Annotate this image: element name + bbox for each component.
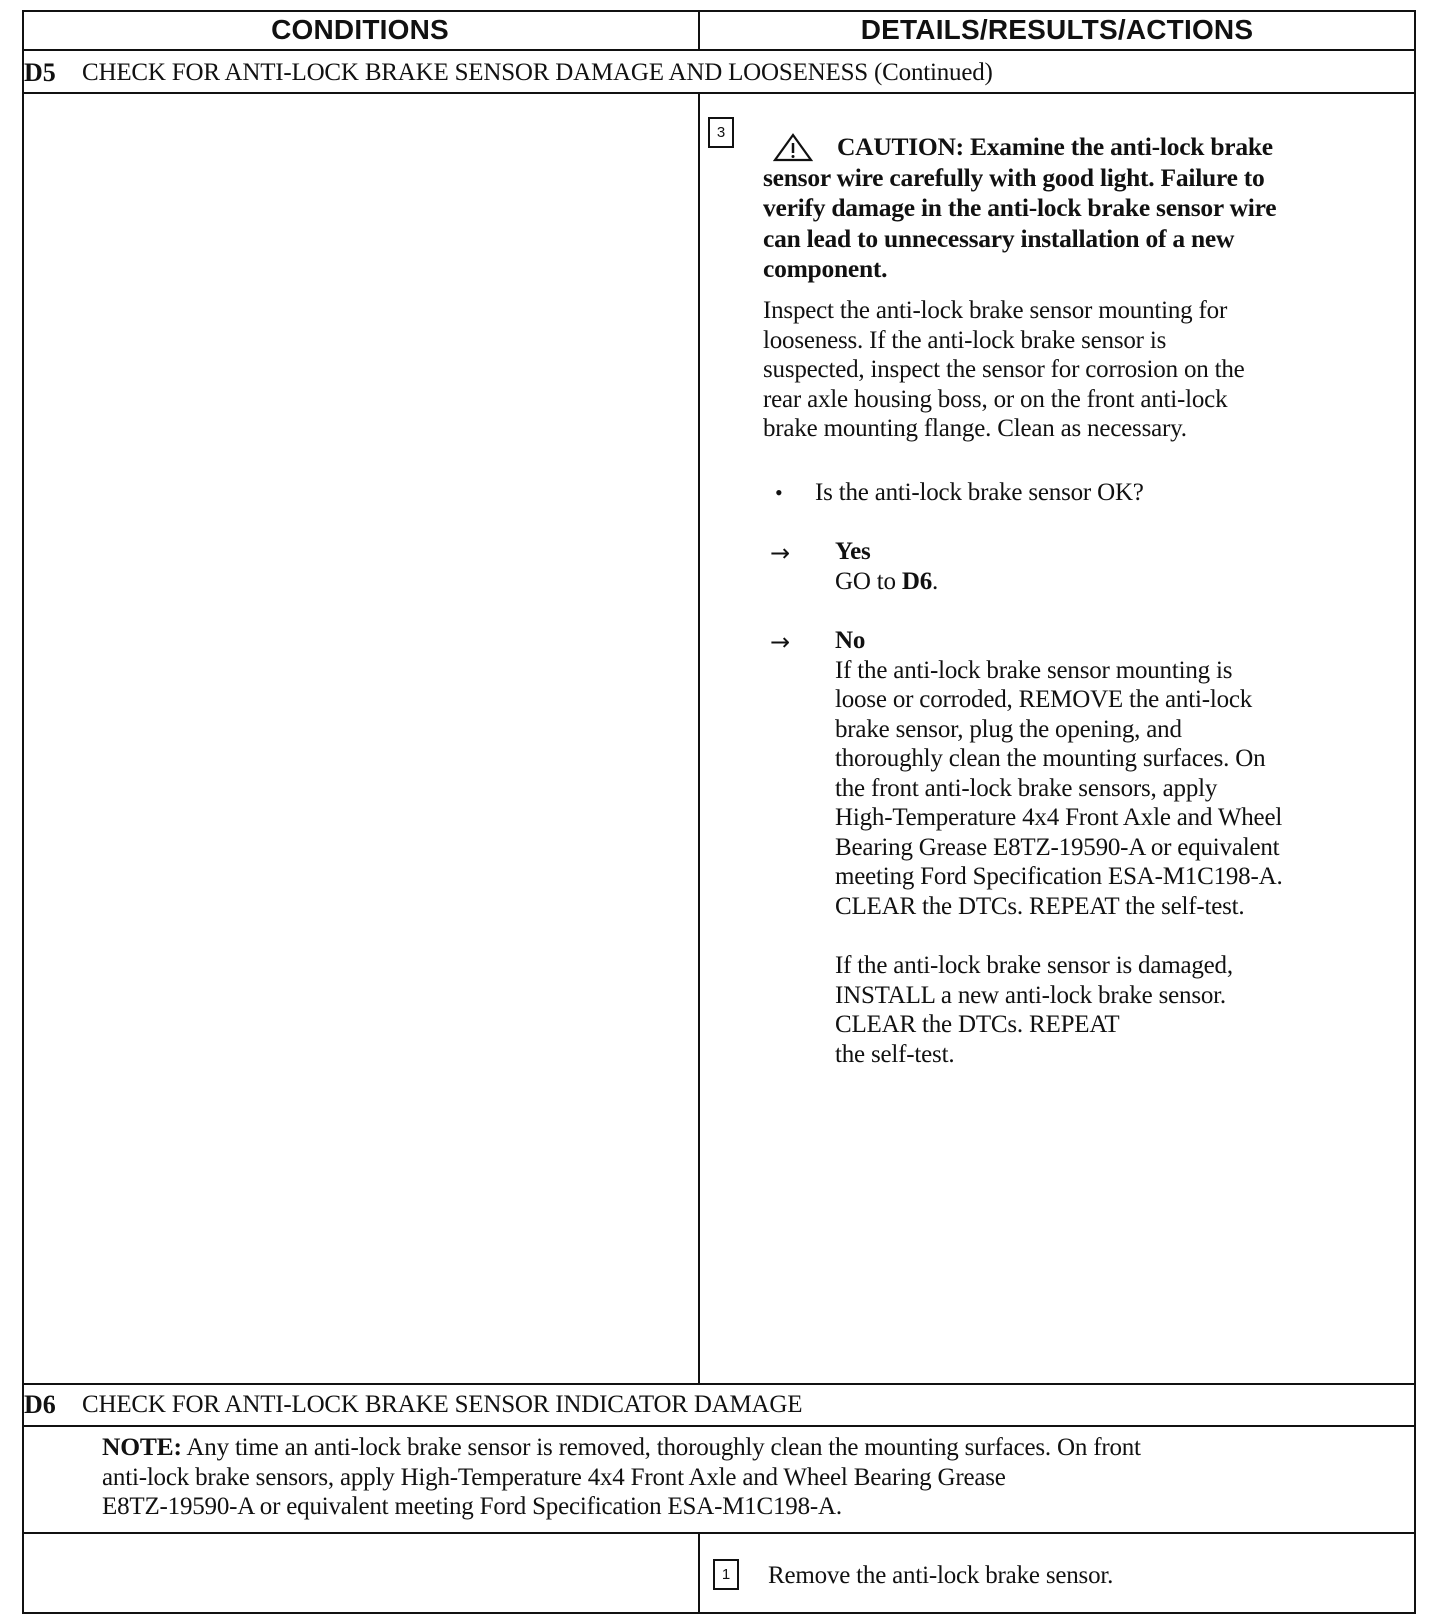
d6-note-divider <box>22 1532 1416 1534</box>
d5-column-divider <box>698 92 700 1384</box>
no-paragraph-2 <box>835 951 1410 1069</box>
caution-line-1: CAUTION: Examine the anti-lock brake <box>837 132 1273 161</box>
d6-title-divider <box>22 1425 1416 1427</box>
d6-section-title: CHECK FOR ANTI-LOCK BRAKE SENSOR INDICATOR DAMAGE <box>82 1391 803 1418</box>
no-p1-line-4: thoroughly clean the mounting surfaces. On <box>835 745 1266 772</box>
step-1-box: 1 <box>713 1559 739 1590</box>
yes-action-target: D6 <box>901 567 933 595</box>
instruction-line-2: looseness. If the anti-lock brake sensor is <box>763 326 1167 354</box>
d5-section-heading <box>24 57 1404 89</box>
d5-section-code: D5 <box>24 58 56 87</box>
note-line-3: E8TZ-19590-A or equivalent meeting Ford Specification ESA-M1C198-A. <box>102 1493 842 1520</box>
no-p1-line-3: brake sensor, plug the opening, and <box>835 715 1182 743</box>
no-p1-line-1: If the anti-lock brake sensor mounting is <box>835 656 1233 684</box>
no-branch <box>835 626 1410 1069</box>
step-3-box: 3 <box>708 117 734 148</box>
yes-action-suffix: . <box>932 567 939 595</box>
caution-line-4: can lead to unnecessary installation of a new <box>763 223 1235 253</box>
d5-section-title: CHECK FOR ANTI-LOCK BRAKE SENSOR DAMAGE AND LOOSENESS (Continued) <box>82 59 993 86</box>
d5-body-divider <box>22 1383 1416 1385</box>
note-line-1 <box>102 1432 1402 1463</box>
caution-line-2: sensor wire carefully with good light. Failure to <box>763 162 1265 192</box>
table-right-border <box>1414 10 1416 1614</box>
no-p1-line-2: loose or corroded, REMOVE the anti-lock <box>835 686 1253 713</box>
yes-action <box>835 567 1395 597</box>
note-line-1-text: Any time an anti-lock brake sensor is removed, thoroughly clean the mounting surfaces. On front <box>181 1434 1141 1461</box>
instruction-line-1: Inspect the anti-lock brake sensor mounting for <box>763 297 1228 324</box>
warning-triangle-icon <box>773 133 813 163</box>
d6-section-code: D6 <box>24 1390 56 1419</box>
no-paragraph-1 <box>835 656 1410 922</box>
note-line-2: anti-lock brake sensors, apply High-Temperature 4x4 Front Axle and Wheel Bearing Grease <box>102 1463 1006 1491</box>
no-p2-line-1: If the anti-lock brake sensor is damaged, <box>835 952 1233 979</box>
no-p1-line-5: the front anti-lock brake sensors, apply <box>835 774 1218 802</box>
d5-title-divider <box>22 92 1416 94</box>
table-bottom-border <box>22 1612 1416 1614</box>
sensor-ok-question: Is the anti-lock brake sensor OK? <box>815 479 1144 506</box>
instruction-line-3: suspected, inspect the sensor for corrosion on the <box>763 356 1245 383</box>
no-p1-line-6: High-Temperature 4x4 Front Axle and Wheel <box>835 804 1283 831</box>
yes-arrow-icon: → <box>770 539 791 567</box>
no-p2-line-3: CLEAR the DTCs. REPEAT <box>835 1011 1120 1038</box>
no-p2-line-4: the self-test. <box>835 1040 955 1068</box>
question-bullet: • <box>775 480 783 505</box>
details-column-header: DETAILS/RESULTS/ACTIONS <box>860 14 1254 45</box>
note-label: NOTE: <box>102 1432 182 1461</box>
no-p2-line-2: INSTALL a new anti-lock brake sensor. <box>835 981 1226 1009</box>
yes-action-prefix: GO to <box>835 567 902 595</box>
remove-sensor-step: Remove the anti-lock brake sensor. <box>768 1562 1114 1589</box>
yes-branch <box>835 537 1395 596</box>
d6-note <box>102 1432 1402 1522</box>
no-p1-line-8: meeting Ford Specification ESA-M1C198-A. <box>835 863 1283 890</box>
caution-block <box>763 132 1393 285</box>
inspection-instruction <box>763 296 1403 444</box>
caution-line-5: component. <box>763 254 888 283</box>
table-left-border <box>22 10 24 1614</box>
no-arrow-icon: → <box>770 628 791 656</box>
no-p1-line-7: Bearing Grease E8TZ-19590-A or equivalent <box>835 833 1280 861</box>
header-divider <box>22 49 1416 51</box>
no-label: No <box>835 627 866 654</box>
d6-column-divider <box>698 1532 700 1613</box>
instruction-line-5: brake mounting flange. Clean as necessary. <box>763 415 1187 442</box>
no-p1-line-9: CLEAR the DTCs. REPEAT the self-test. <box>835 892 1245 920</box>
caution-line-3: verify damage in the anti-lock brake sensor wire <box>763 193 1277 222</box>
conditions-column-header: CONDITIONS <box>271 14 449 45</box>
d6-section-heading <box>24 1389 1404 1421</box>
yes-label: Yes <box>835 538 871 565</box>
instruction-line-4: rear axle housing boss, or on the front anti-lock <box>763 385 1228 413</box>
